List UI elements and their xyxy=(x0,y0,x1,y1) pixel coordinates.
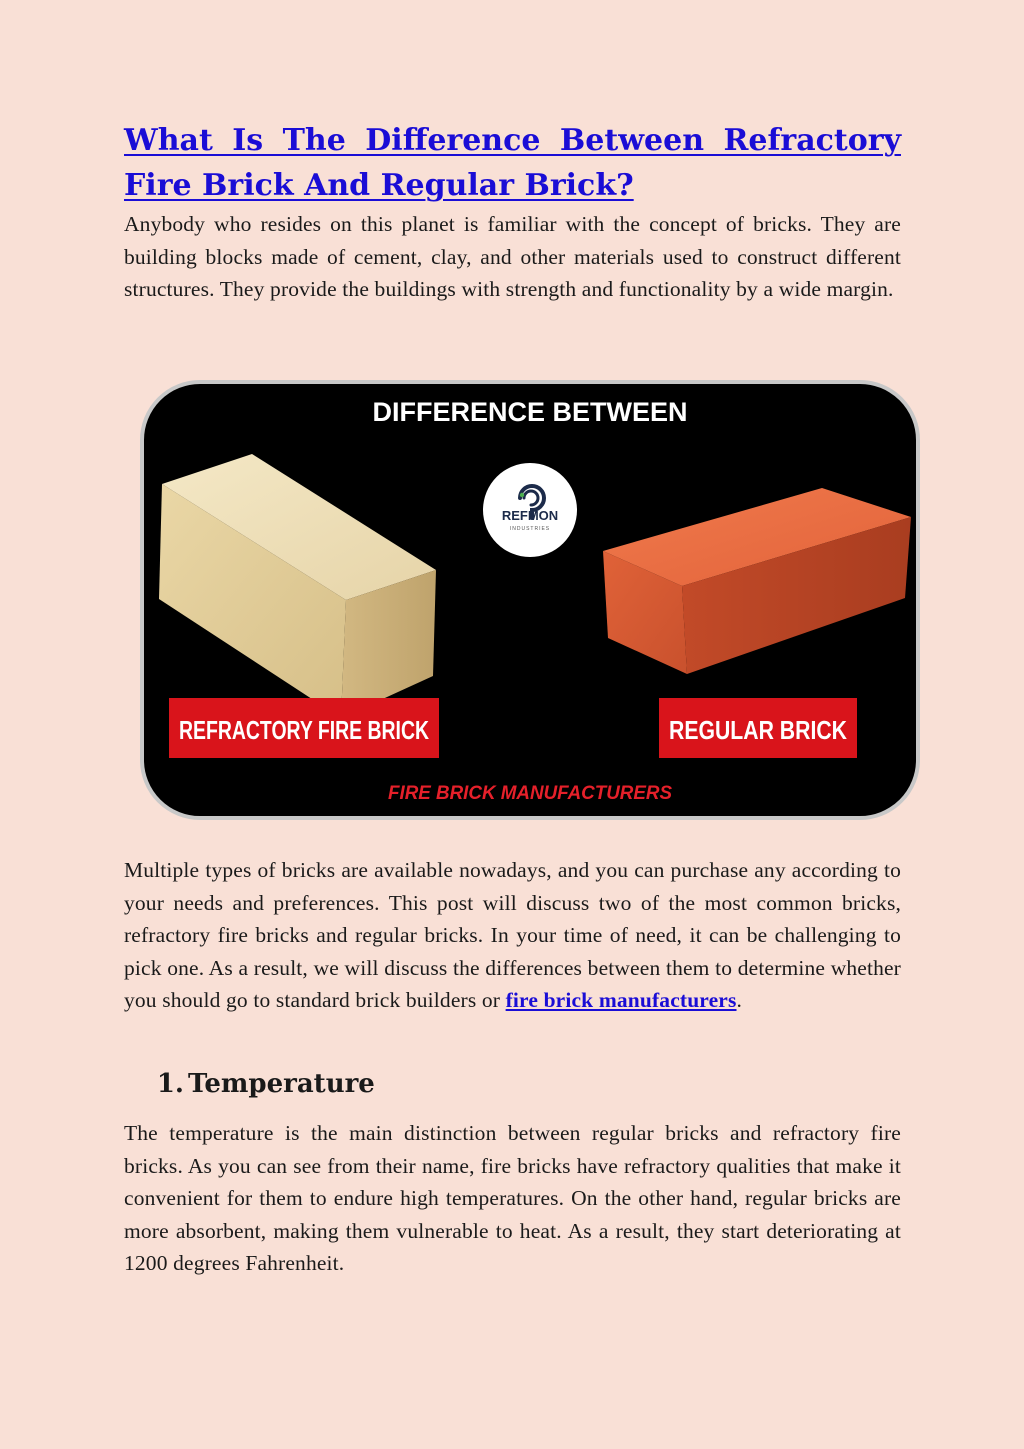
left-label: REFRACTORY FIRE BRICK xyxy=(179,715,430,745)
right-label: REGULAR BRICK xyxy=(669,715,848,745)
logo-text: REFMON xyxy=(501,508,559,523)
temperature-paragraph: The temperature is the main distinction between regular bricks and refractory fire bricks. As you can see from their name, fire bricks have refractory qualities that make it convenient for them to endure high temperatures. On the other hand, regular bricks are more absorbent, making them vulnerable to heat. As a result, they start deteriorating at 1200 degrees Fahrenheit. xyxy=(124,1121,901,1275)
second-paragraph-end: . xyxy=(736,988,743,1012)
image-heading: DIFFERENCE BETWEEN xyxy=(372,397,688,427)
section-heading-temperature xyxy=(124,1064,375,1104)
second-paragraph-text: Multiple types of bricks are available nowadays, and you can purchase any according to your needs and preferences. This post will discuss two of the most common bricks, refractory fire bricks and regular bricks. In your time of need, it can be challenging to pick one. As a result, we will discuss the differences between them to determine whether you should go to standard brick builders or xyxy=(124,858,901,1012)
fire-brick-manufacturers-link[interactable]: fire brick manufacturers xyxy=(505,988,737,1012)
article xyxy=(124,118,901,306)
article-title-link[interactable]: What Is The Difference Between Refractory Fire Brick And Regular Brick? xyxy=(124,123,901,203)
intro-paragraph: Anybody who resides on this planet is familiar with the concept of bricks. They are building blocks made of cement, clay, and other materials used to construct different structures. They provide the buildings with strength and functionality by a wide margin. xyxy=(124,212,901,301)
logo-subtext: INDUSTRIES xyxy=(509,526,551,532)
refmon-logo xyxy=(483,463,577,557)
article-title[interactable] xyxy=(124,118,901,208)
image-footer: FIRE BRICK MANUFACTURERS xyxy=(388,783,673,804)
brick-comparison-image xyxy=(140,380,920,820)
section-title: Temperature xyxy=(188,1069,375,1099)
section-number: 1. xyxy=(156,1069,184,1099)
second-paragraph xyxy=(124,854,901,1017)
